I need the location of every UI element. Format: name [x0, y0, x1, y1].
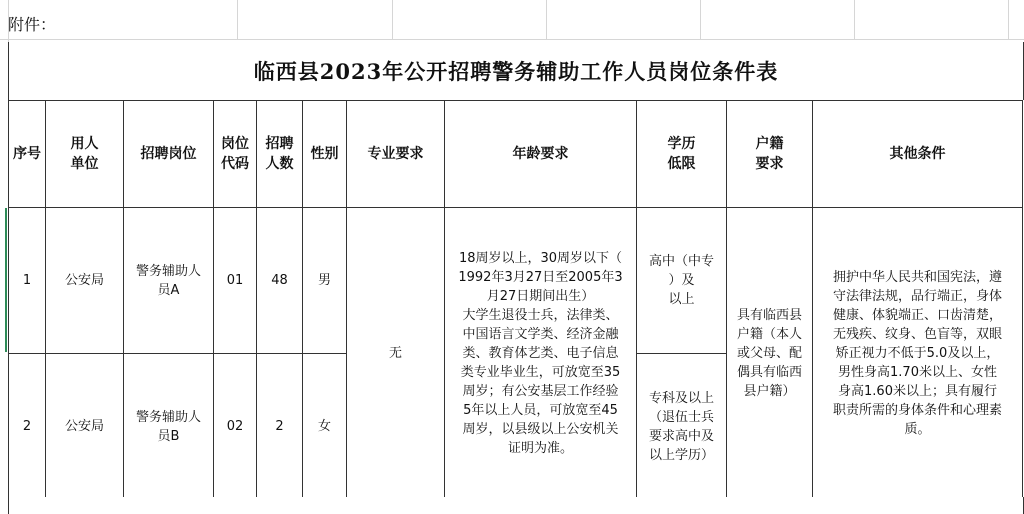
row-no: 2 [9, 354, 46, 500]
shared-age: 18周岁以上，30周岁以下（ 1992年3月27日至2005年3 月27日期间出生） 大学生退役士兵，法律类、 中国语言文学类、经济金融 类、教育体艺类、电子信息 类专业毕业生，可放宽至35 周岁；有公安基层工作经验 5年以上人员，可放宽至45 周岁，以县级以上公安机关 证明为准。 [445, 208, 637, 500]
header-row [9, 101, 1023, 208]
header-hukou: 户籍 要求 [727, 101, 813, 208]
shared-hukou: 具有临西县 户籍（本人 或父母、配 偶具有临西 县户籍） [727, 208, 813, 500]
header-education: 学历 低限 [637, 101, 727, 208]
row-gender: 男 [303, 208, 347, 354]
header-other: 其他条件 [813, 101, 1023, 208]
row-no: 1 [9, 208, 46, 354]
header-gender: 性别 [303, 101, 347, 208]
row-count: 2 [257, 354, 303, 500]
header-code: 岗位 代码 [214, 101, 257, 208]
row-education: 专科及以上 （退伍士兵 要求高中及 以上学历） [637, 354, 727, 500]
row-position: 警务辅助人 员B [124, 354, 214, 500]
header-major: 专业要求 [347, 101, 445, 208]
table-title: 临西县2023年公开招聘警务辅助工作人员岗位条件表 [253, 59, 779, 84]
header-count: 招聘 人数 [257, 101, 303, 208]
header-no: 序号 [9, 101, 46, 208]
row-count: 48 [257, 208, 303, 354]
header-position: 招聘岗位 [124, 101, 214, 208]
header-age: 年龄要求 [445, 101, 637, 208]
row-code: 02 [214, 354, 257, 500]
shared-other: 拥护中华人民共和国宪法，遵 守法律法规，品行端正，身体 健康、体貌端正、口齿清楚， 无残疾、纹身、色盲等，双眼 矫正视力不低于5.0及以上， 男性身高1.70米以上、女性 身高1.60米以上；具有履行 职责所需的身体条件和心理素 质。 [813, 208, 1023, 500]
row-unit: 公安局 [46, 354, 124, 500]
row-unit: 公安局 [46, 208, 124, 354]
row-position: 警务辅助人 员A [124, 208, 214, 354]
header-unit: 用人 单位 [46, 101, 124, 208]
position-conditions-table [8, 100, 1023, 500]
shared-major: 无 [347, 208, 445, 500]
row-code: 01 [214, 208, 257, 354]
row-education: 高中（中专 ）及 以上 [637, 208, 727, 354]
appendix-label: 附件： [8, 15, 57, 34]
table-row [9, 208, 1023, 354]
row-gender: 女 [303, 354, 347, 500]
table-bottom-row [8, 497, 1024, 514]
title-row [8, 42, 1024, 100]
